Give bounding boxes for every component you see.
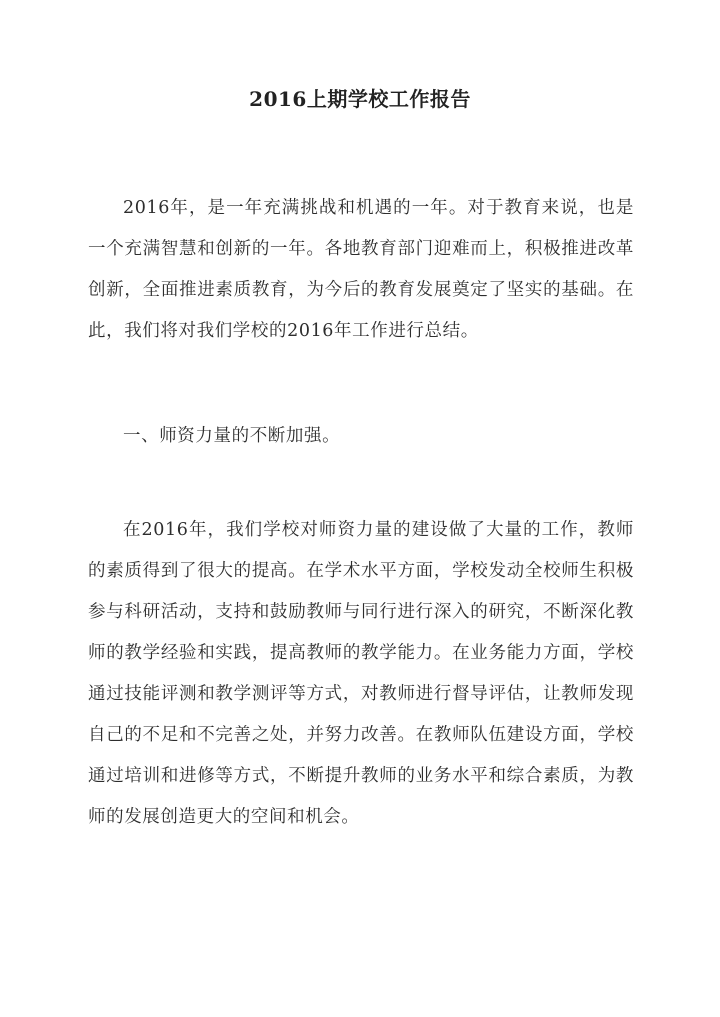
document-title: 2016上期学校工作报告 (249, 87, 471, 111)
intro-paragraph: 2016年，是一年充满挑战和机遇的一年。对于教育来说，也是一个充满智慧和创新的一年。各地教育部门迎难而上，积极推进改革创新，全面推进素质教育，为今后的教育发展奠定了坚实的基础。在此，我们将对我们学校的2016年工作进行总结。 (88, 198, 634, 341)
section-body-paragraph: 在2016年，我们学校对师资力量的建设做了大量的工作，教师的素质得到了很大的提高。在学术水平方面，学校发动全校师生积极参与科研活动，支持和鼓励教师与同行进行深入的研究，不断深化教师的教学经验和实践，提高教师的教学能力。在业务能力方面，学校通过技能评测和教学测评等方式，对教师进行督导评估，让教师发现自己的不足和不完善之处，并努力改善。在教师队伍建设方面，学校通过培训和进修等方式，不断提升教师的业务水平和综合素质，为教师的发展创造更大的空间和机会。 (88, 520, 634, 827)
section-heading: 一、师资力量的不断加强。 (123, 426, 341, 446)
